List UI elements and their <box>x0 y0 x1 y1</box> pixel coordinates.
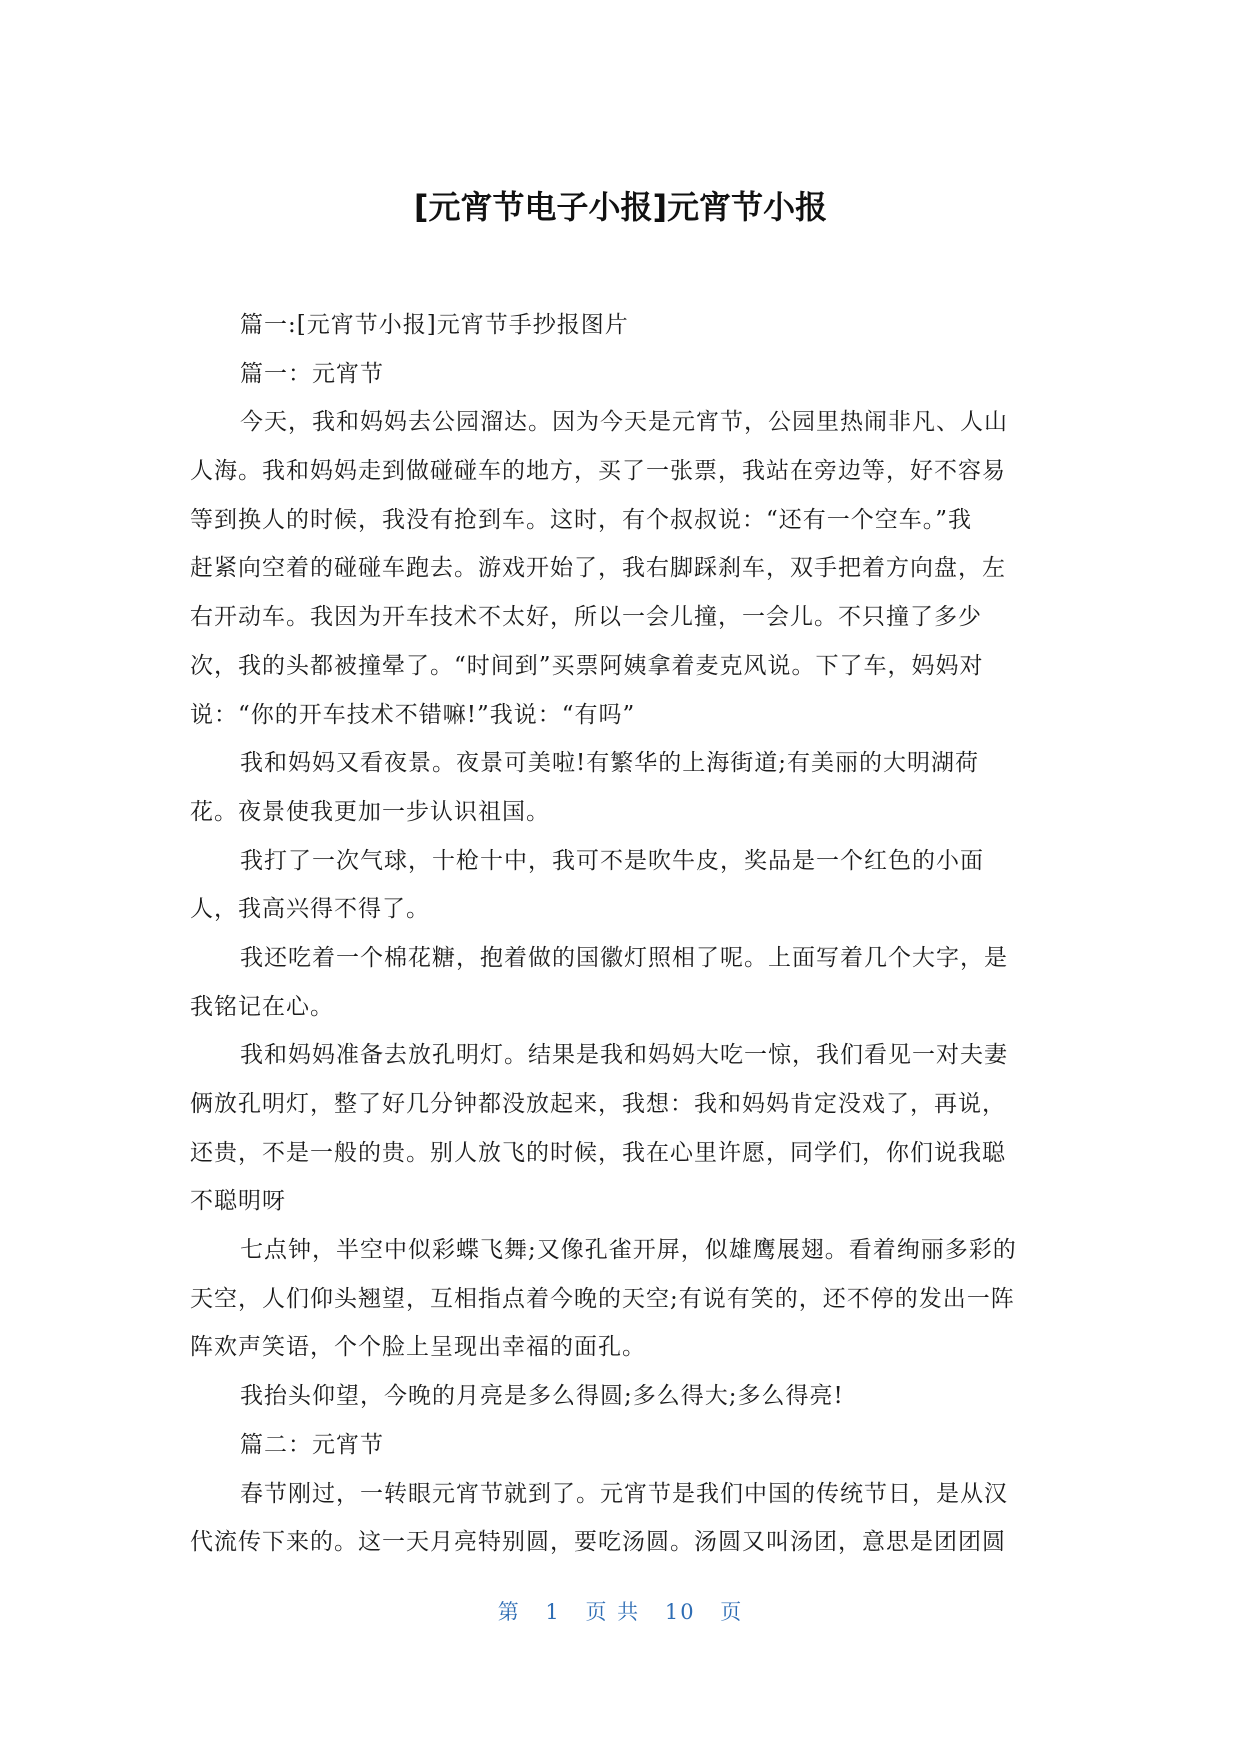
text-line: 代流传下来的。这一天月亮特别圆，要吃汤圆。汤圆又叫汤团，意思是团团圆 <box>190 1529 1006 1556</box>
text-line: 花。夜景使我更加一步认识祖国。 <box>190 798 550 825</box>
text-line: 赶紧向空着的碰碰车跑去。游戏开始了，我右脚踩刹车，双手把着方向盘，左 <box>190 555 1006 582</box>
text-line: 我和妈妈准备去放孔明灯。结果是我和妈妈大吃一惊，我们看见一对夫妻 <box>240 1042 1008 1069</box>
footer-current-page: 1 <box>545 1600 561 1624</box>
text-line: 等到换人的时候，我没有抢到车。这时，有个叔叔说：“还有一个空车。”我 <box>190 506 973 533</box>
text-line: 今天，我和妈妈去公园溜达。因为今天是元宵节，公园里热闹非凡、人山 <box>240 409 1008 436</box>
text-line: 俩放孔明灯，整了好几分钟都没放起来，我想：我和妈妈肯定没戏了，再说， <box>190 1091 1006 1117</box>
text-line: 次，我的头都被撞晕了。“时间到”买票阿姨拿着麦克风说。下了车，妈妈对 <box>190 652 984 679</box>
text-line: 春节刚过，一转眼元宵节就到了。元宵节是我们中国的传统节日，是从汉 <box>240 1480 1008 1507</box>
document-title: [元宵节电子小报]元宵节小报 <box>413 188 828 226</box>
text-line: 我铭记在心。 <box>190 993 334 1020</box>
footer-prefix: 第 <box>497 1600 521 1624</box>
text-line: 天空，人们仰头翘望，互相指点着今晚的天空;有说有笑的，还不停的发出一阵 <box>190 1285 1015 1312</box>
footer-suffix: 页 <box>720 1600 744 1624</box>
text-line: 我打了一次气球，十枪十中，我可不是吹牛皮，奖品是一个红色的小面 <box>240 847 984 874</box>
footer-middle: 页 共 <box>585 1600 641 1624</box>
text-line: 篇一:[元宵节小报]元宵节手抄报图片 <box>240 312 629 338</box>
text-line: 七点钟，半空中似彩蝶飞舞;又像孔雀开屏，似雄鹰展翅。看着绚丽多彩的 <box>240 1237 1017 1264</box>
text-line: 阵欢声笑语，个个脸上呈现出幸福的面孔。 <box>190 1334 646 1361</box>
text-line: 我和妈妈又看夜景。夜景可美啦!有繁华的上海街道;有美丽的大明湖荷 <box>240 750 979 777</box>
text-line: 篇二：元宵节 <box>240 1431 384 1458</box>
document-body <box>190 301 1065 1567</box>
page-footer <box>0 1597 1241 1627</box>
text-line: 还贵，不是一般的贵。别人放飞的时候，我在心里许愿，同学们，你们说我聪 <box>190 1139 1006 1166</box>
footer-total-pages: 10 <box>664 1600 696 1624</box>
text-line: 篇一：元宵节 <box>240 360 384 387</box>
text-line: 不聪明呀 <box>190 1188 286 1215</box>
text-line: 说：“你的开车技术不错嘛!”我说：“有吗” <box>190 701 636 728</box>
text-line: 我抬头仰望，今晚的月亮是多么得圆;多么得大;多么得亮! <box>240 1383 844 1410</box>
text-line: 人，我高兴得不得了。 <box>190 896 430 923</box>
text-line: 我还吃着一个棉花糖，抱着做的国徽灯照相了呢。上面写着几个大字，是 <box>240 944 1008 971</box>
text-line: 右开动车。我因为开车技术不太好，所以一会儿撞，一会儿。不只撞了多少 <box>190 604 982 631</box>
text-line: 人海。我和妈妈走到做碰碰车的地方，买了一张票，我站在旁边等，好不容易 <box>190 458 1006 485</box>
